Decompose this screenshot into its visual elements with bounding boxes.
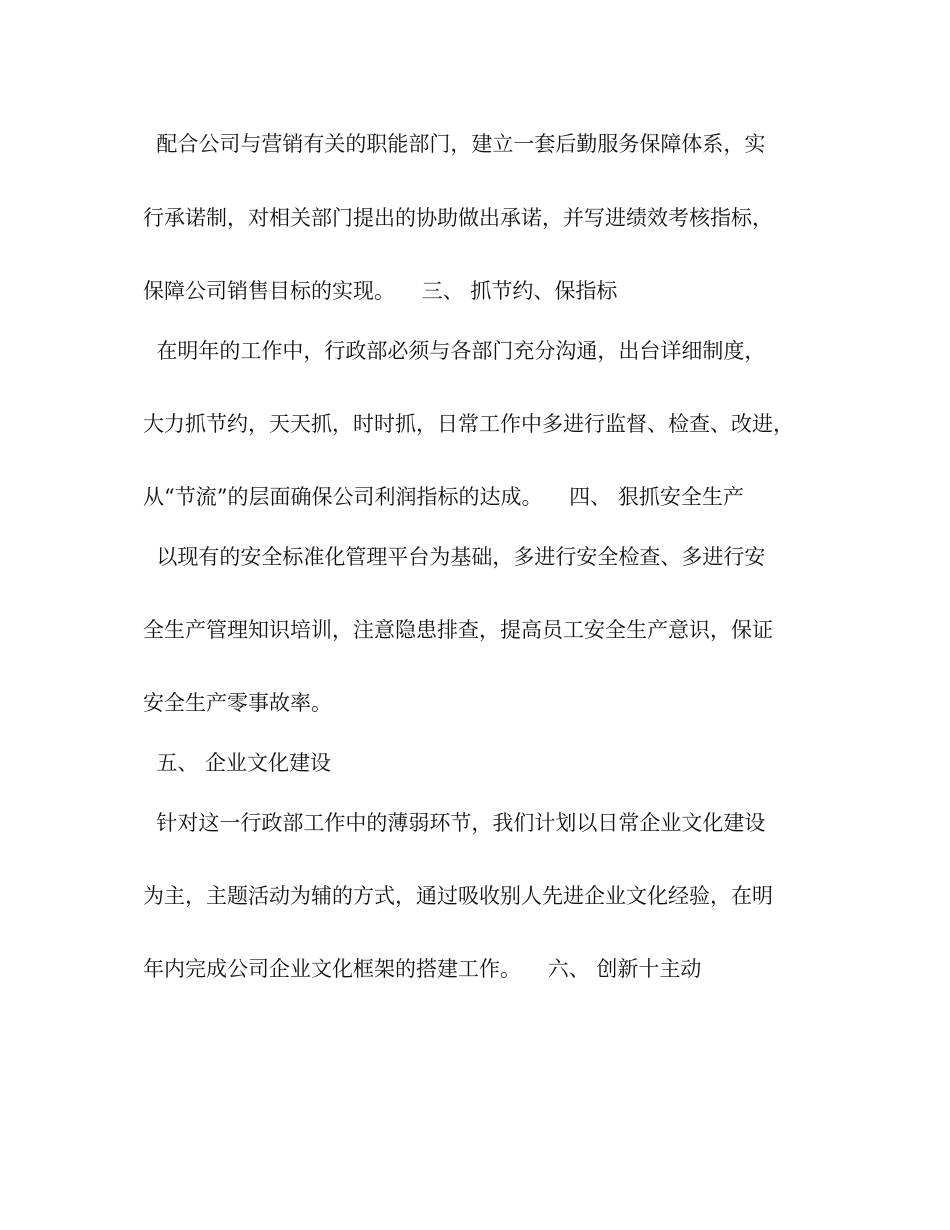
text-line: 在明年的工作中，行政部必须与各部门充分沟通，出台详细制度， <box>143 339 766 363</box>
text-line: 大力抓节约，天天抓，时时抓，日常工作中多进行监督、检查、改进， <box>143 412 794 436</box>
text-line: 配合公司与营销有关的职能部门，建立一套后勤服务保障体系，实 <box>143 132 766 156</box>
text-line: 行承诺制，对相关部门提出的协助做出承诺，并写进绩效考核指标， <box>143 206 773 230</box>
text-line: 安全生产零事故率。 <box>143 691 332 715</box>
text-line: 年内完成公司企业文化框架的搭建工作。 六、 创新十主动 <box>143 957 702 981</box>
text-line: 以现有的安全标准化管理平台为基础，多进行安全检查、多进行安 <box>143 545 766 569</box>
text-line: 保障公司销售目标的实现。 三、 抓节约、保指标 <box>143 279 618 303</box>
text-line: 全生产管理知识培训，注意隐患排查，提高员工安全生产意识，保证 <box>143 618 773 642</box>
text-line: 为主，主题活动为辅的方式，通过吸收别人先进企业文化经验，在明 <box>143 884 773 908</box>
text-line: 针对这一行政部工作中的薄弱环节，我们计划以日常企业文化建设 <box>143 811 766 835</box>
section-heading: 五、 企业文化建设 <box>143 751 332 775</box>
text-line: 从“节流”的层面确保公司利润指标的达成。 四、 狠抓安全生产 <box>143 485 744 509</box>
